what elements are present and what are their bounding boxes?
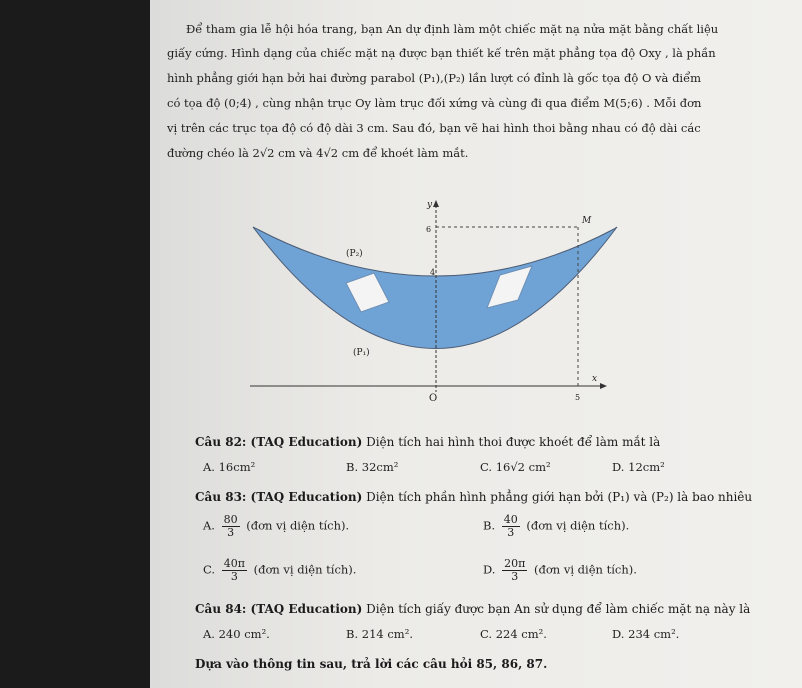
q83-option-c[interactable] (203, 558, 356, 583)
q83-b-label: B. (483, 518, 496, 533)
q83-c-fraction: $\frac{40\pi}{3}$ (223, 557, 245, 583)
q83-d-fraction: $\frac{20\pi}{3}$ (504, 557, 526, 583)
tick-6-label: 6 (426, 225, 432, 234)
q84-option-a[interactable]: A. 240 cm². (203, 627, 270, 641)
y-axis-arrow (433, 200, 439, 207)
q83-title: Câu 83: (TAQ Education) (195, 490, 363, 504)
problem-line-2: giấy cứng. Hình dạng của chiếc mặt nạ được bạn thiết kế trên mặt phẳng tọa độ Oxy , là phần (167, 46, 716, 60)
problem-line-4: có tọa độ (0;4) , cùng nhận trục Oy làm trục đối xứng và cùng đi qua điểm M(5;6) . Mỗi đơn (167, 96, 702, 110)
problem-line-3: hình phẳng giới hạn bởi hai đường parabol (P₁),(P₂) lần lượt có đỉnh là gốc tọa độ O và điểm (167, 71, 702, 85)
q82-title: Câu 82: (TAQ Education) (195, 435, 363, 449)
q84-stem (195, 602, 750, 616)
q84-title: Câu 84: (TAQ Education) (195, 602, 363, 616)
q83-c-label: C. (203, 562, 216, 577)
q82-text: Diện tích hai hình thoi được khoét để làm mắt là (362, 435, 661, 449)
tick-4-label: 4 (430, 268, 436, 277)
origin-label: O (429, 393, 438, 404)
q82-option-b[interactable]: B. 32cm² (346, 460, 399, 474)
q83-b-unit: (đơn vị diện tích). (526, 518, 630, 533)
y-axis-label: y (427, 200, 433, 210)
q82-option-c[interactable]: C. 16√2 cm² (480, 460, 551, 474)
problem-line-6: đường chéo là 2√2 cm và 4√2 cm để khoét làm mắt. (167, 146, 469, 160)
mask-region (253, 227, 617, 349)
q83-b-fraction: $\frac{40}{3}$ (503, 513, 518, 539)
q84-option-c[interactable]: C. 224 cm². (480, 627, 547, 641)
x-axis-arrow (600, 383, 607, 389)
q83-d-label: D. (483, 562, 496, 577)
q83-a-unit: (đơn vị diện tích). (246, 518, 350, 533)
q83-option-d[interactable] (483, 558, 637, 583)
q84-text: Diện tích giấy được bạn An sử dụng để làm chiếc mặt nạ này là (362, 602, 751, 616)
q84-option-d[interactable]: D. 234 cm². (612, 627, 680, 641)
q83-c-unit: (đơn vị diện tích). (253, 562, 357, 577)
q82-stem (195, 435, 660, 449)
p2-label: (P₂) (346, 249, 363, 259)
q83-a-label: A. (203, 518, 215, 533)
p1-label: (P₁) (353, 348, 370, 358)
problem-line-1: Để tham gia lễ hội hóa trang, bạn An dự định làm một chiếc mặt nạ nửa mặt bằng chất liệu (186, 22, 719, 36)
q83-option-a[interactable] (203, 514, 349, 539)
follow-up-intro: Dựa vào thông tin sau, trả lời các câu hỏi 85, 86, 87. (195, 657, 548, 671)
q83-d-unit: (đơn vị diện tích). (534, 562, 637, 577)
q83-a-fraction: $\frac{80}{3}$ (223, 513, 238, 539)
x-axis-label: x (592, 374, 598, 384)
q82-option-a[interactable]: A. 16cm² (203, 460, 256, 474)
point-m-label: M (582, 216, 592, 226)
q83-option-b[interactable] (483, 514, 629, 539)
q84-option-b[interactable]: B. 214 cm². (346, 627, 413, 641)
q83-text: Diện tích phần hình phẳng giới hạn bởi (P₁) và (P₂) là bao nhiêu (362, 490, 753, 504)
problem-line-5: vị trên các trục tọa độ có độ dài 3 cm. Sau đó, bạn vẽ hai hình thoi bằng nhau có độ dài các (167, 121, 701, 135)
tick-5-label: 5 (575, 393, 581, 402)
q83-stem (195, 490, 752, 504)
q82-option-d[interactable]: D. 12cm² (612, 460, 665, 474)
